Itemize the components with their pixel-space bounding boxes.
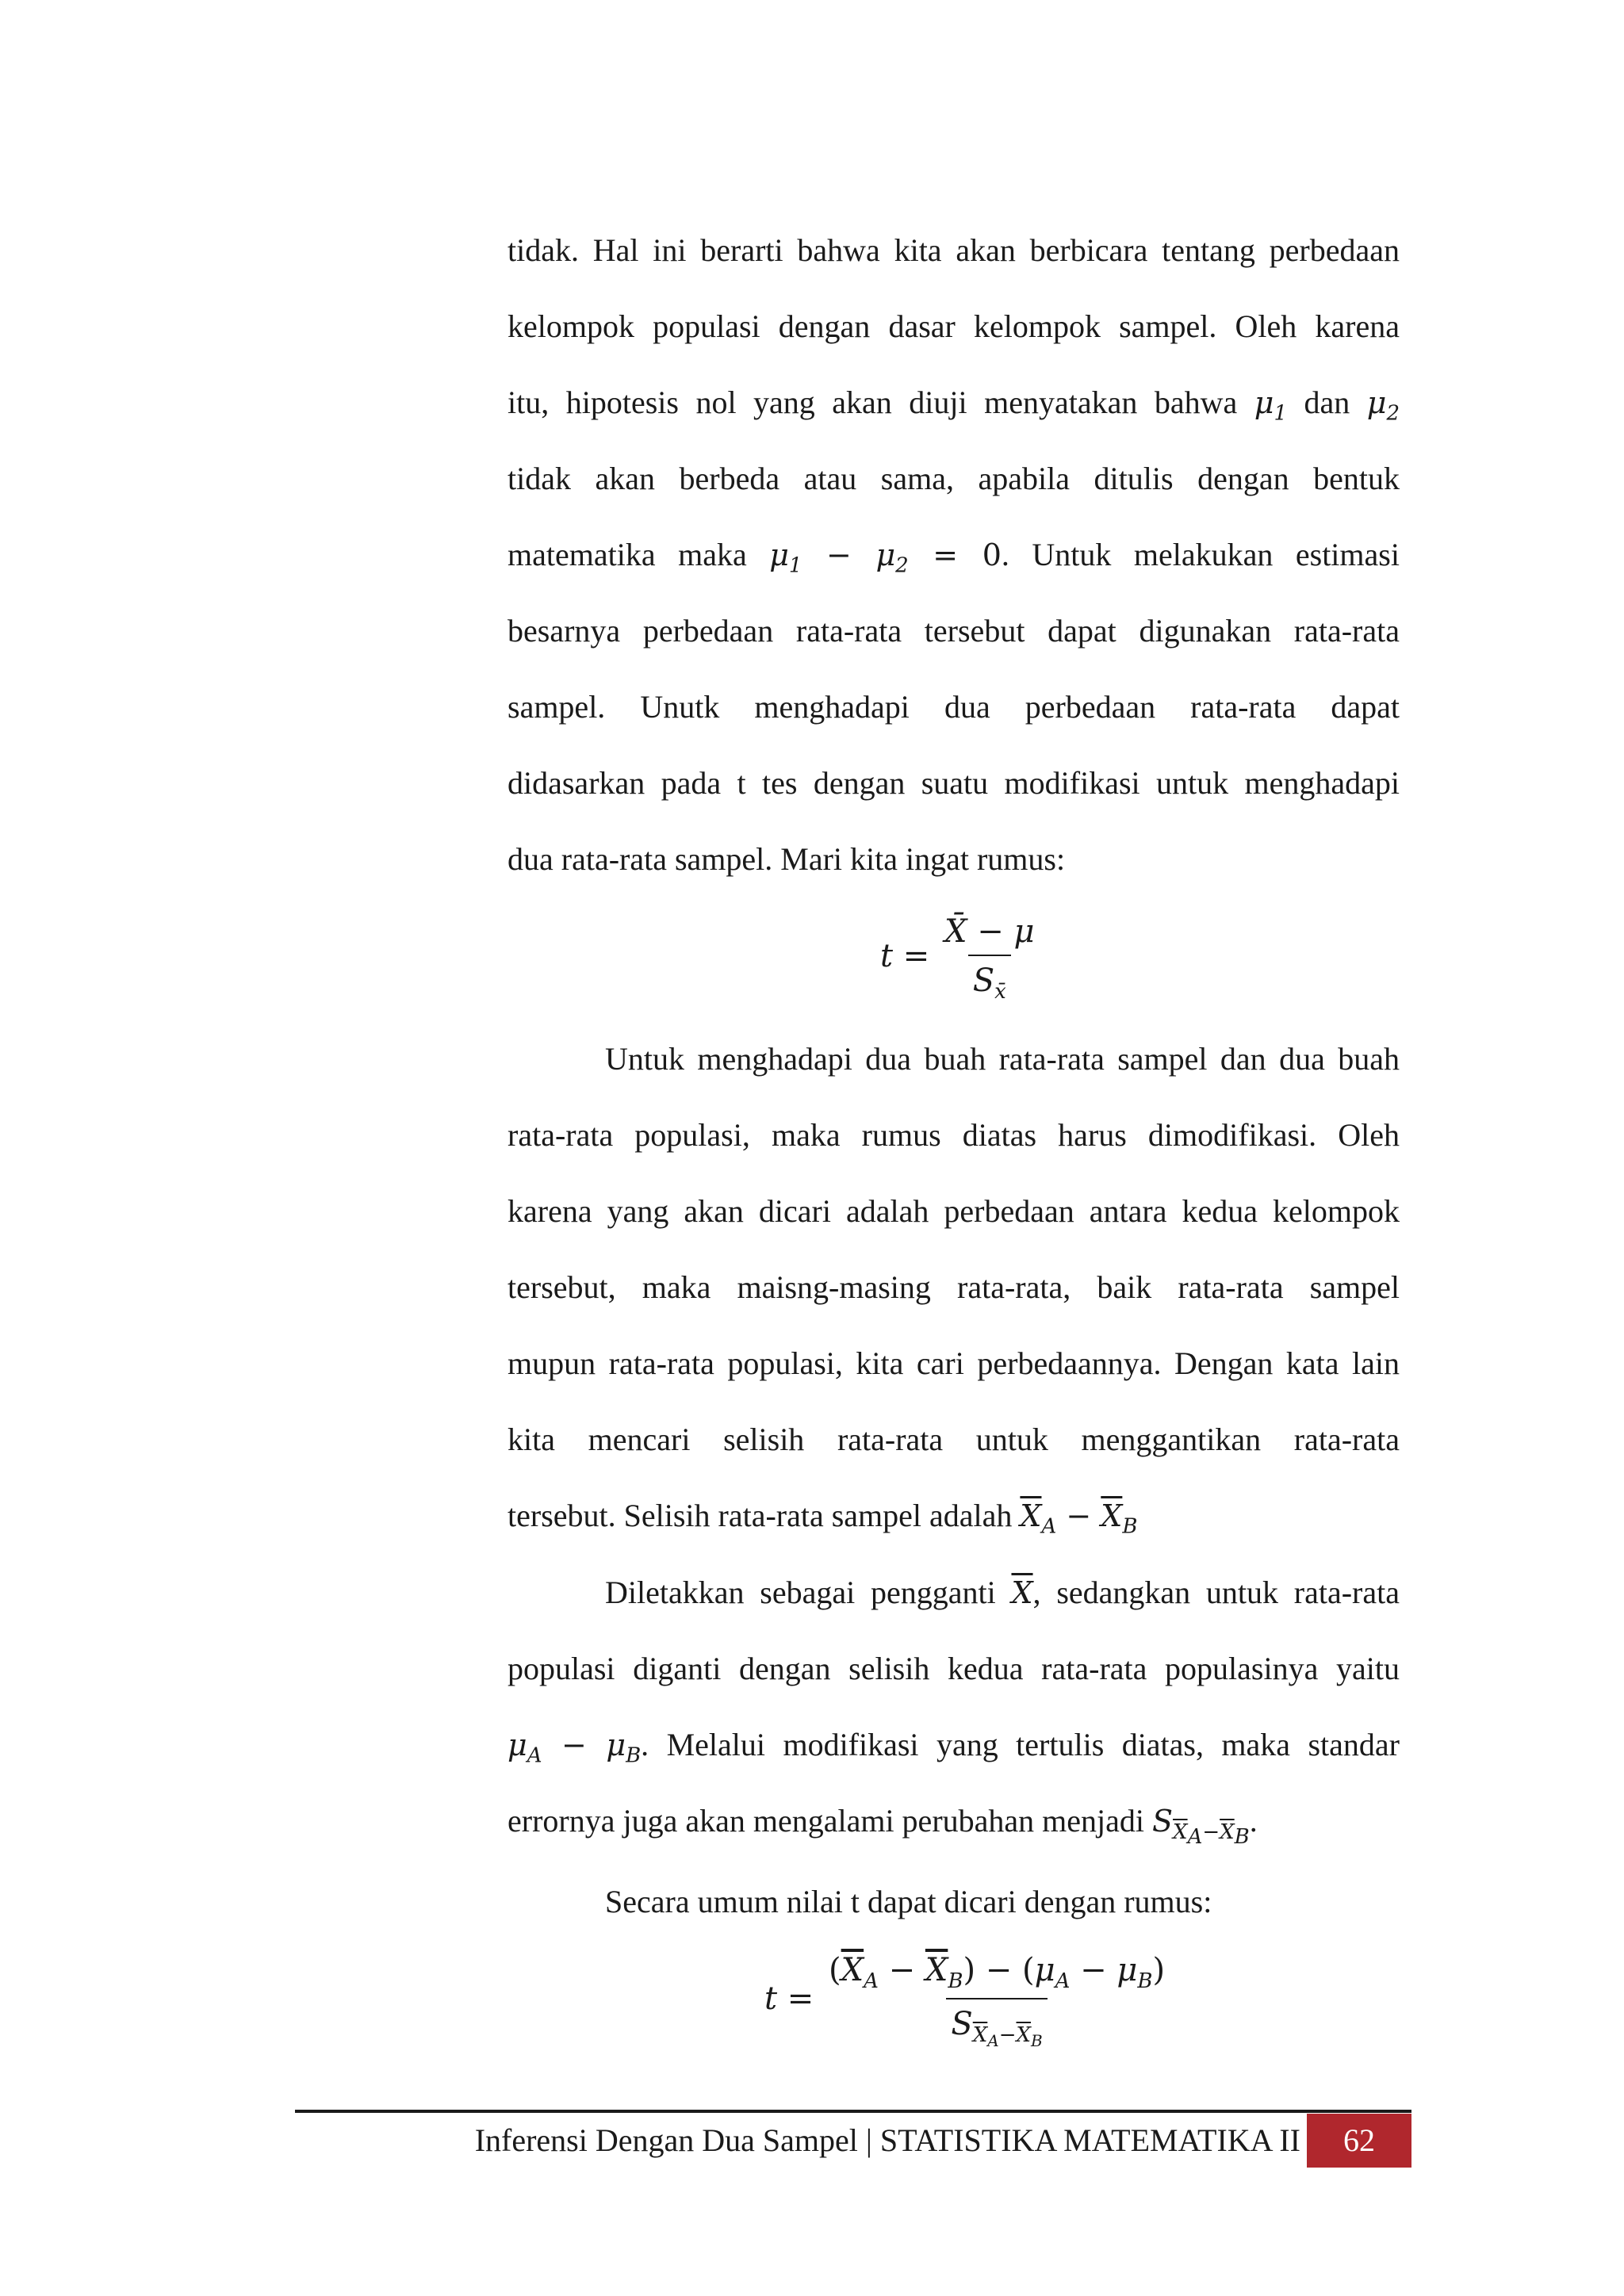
math-mu1-minus-mu2: $\mu_1 - \mu_2 = 0$ xyxy=(769,538,1002,578)
math-mua-minus-mub: $\mu_A - \mu_B$ xyxy=(508,1728,642,1768)
text-line: sampel. Unutk menghadapi dua perbedaan rata-rata dapat xyxy=(508,689,1400,725)
text-line: besarnya perbedaan rata-rata tersebut dapat digunakan rata-rata xyxy=(508,613,1400,649)
text-line: dua rata-rata sampel. Mari kita ingat rumus: xyxy=(508,841,1066,877)
text-line: didasarkan pada t tes dengan suatu modifikasi untuk menghadapi xyxy=(508,765,1400,801)
formula-denominator: $S_{\overline{X}_A-\overline{X}_B}$ xyxy=(946,1998,1047,2050)
text-line: tersebut, maka maisng-masing rata-rata, baik rata-rata sampel xyxy=(508,1269,1400,1305)
math-mu1: $\mu_1$ xyxy=(1254,385,1287,426)
text-line: mupun rata-rata populasi, kita cari perbedaannya. Dengan kata lain xyxy=(508,1345,1400,1381)
text-line: Untuk menghadapi dua buah rata-rata sampel dan dua buah xyxy=(605,1041,1400,1077)
t-test-formula xyxy=(880,913,1039,1004)
math-mu2: $\mu_2$ xyxy=(1366,385,1400,426)
text-line: tersebut. Selisih rata-rata sampel adalah $\overline{X}_A - \overline{X}_B$ xyxy=(508,1498,1138,1539)
formula-numerator: X̄ − μ xyxy=(944,913,1035,950)
text-line: kelompok populasi dengan dasar kelompok sampel. Oleh karena xyxy=(508,308,1400,344)
paragraph-1 xyxy=(508,230,1400,915)
formula-denominator: $S_{x̄}$ xyxy=(968,955,1011,1004)
running-footer-title: Inferensi Dengan Dua Sampel | STATISTIKA MATEMATIKA II xyxy=(474,2122,1300,2158)
text-line: karena yang akan dicari adalah perbedaan antara kedua kelompok xyxy=(508,1193,1400,1229)
footer-rule xyxy=(295,2110,1411,2113)
text-line: errornya juga akan mengalami perubahan menjadi $S_{\overline{X}_A-\overline{X}_B}$. xyxy=(508,1803,1258,1849)
text-line: $\mu_A - \mu_B$. Melalui modifikasi yang tertulis diatas, maka standar xyxy=(508,1727,1400,1768)
formula-fraction xyxy=(824,1952,1170,2050)
text-line: Diletakkan sebagai pengganti $\overline{X}$, sedangkan untuk rata-rata xyxy=(605,1575,1400,1610)
math-xbar: $\overline{X}$ xyxy=(1011,1575,1033,1610)
text-line: rata-rata populasi, maka rumus diatas harus dimodifikasi. Oleh xyxy=(508,1117,1400,1153)
t-two-sample-formula xyxy=(764,1952,1170,2050)
text-line: kita mencari selisih rata-rata untuk menggantikan rata-rata xyxy=(508,1422,1400,1457)
text-line: tidak. Hal ini berarti bahwa kita akan berbicara tentang perbedaan xyxy=(508,232,1400,268)
formula-lhs: t = xyxy=(764,1980,814,2018)
text-line: itu, hipotesis nol yang akan diuji menyatakan bahwa $\mu_1$ dan $\mu_2$ xyxy=(508,385,1400,426)
text-line: tidak akan berbeda atau sama, apabila ditulis dengan bentuk xyxy=(508,461,1400,496)
formula-numerator: $(\overline{X}_A - \overline{X}_B) - (\mu_A - \mu_B)$ xyxy=(829,1952,1166,1993)
formula-lhs: t = xyxy=(880,938,930,974)
page-number: 62 xyxy=(1307,2114,1411,2168)
math-standard-error: $S_{\overline{X}_A-\overline{X}_B}$ xyxy=(1152,1804,1250,1849)
paragraph-2 xyxy=(508,1039,1400,1571)
math-xa-minus-xb: $\overline{X}_A - \overline{X}_B$ xyxy=(1020,1498,1138,1539)
formula-fraction xyxy=(940,913,1039,1004)
paragraph-3 xyxy=(508,1572,1400,1877)
text-line: matematika maka $\mu_1 - \mu_2 = 0$. Untuk melakukan estimasi xyxy=(508,537,1400,578)
text-line: populasi diganti dengan selisih kedua rata-rata populasinya yaitu xyxy=(508,1651,1400,1686)
paragraph-4 xyxy=(508,1881,1400,1957)
text-line: Secara umum nilai t dapat dicari dengan rumus: xyxy=(605,1884,1212,1919)
